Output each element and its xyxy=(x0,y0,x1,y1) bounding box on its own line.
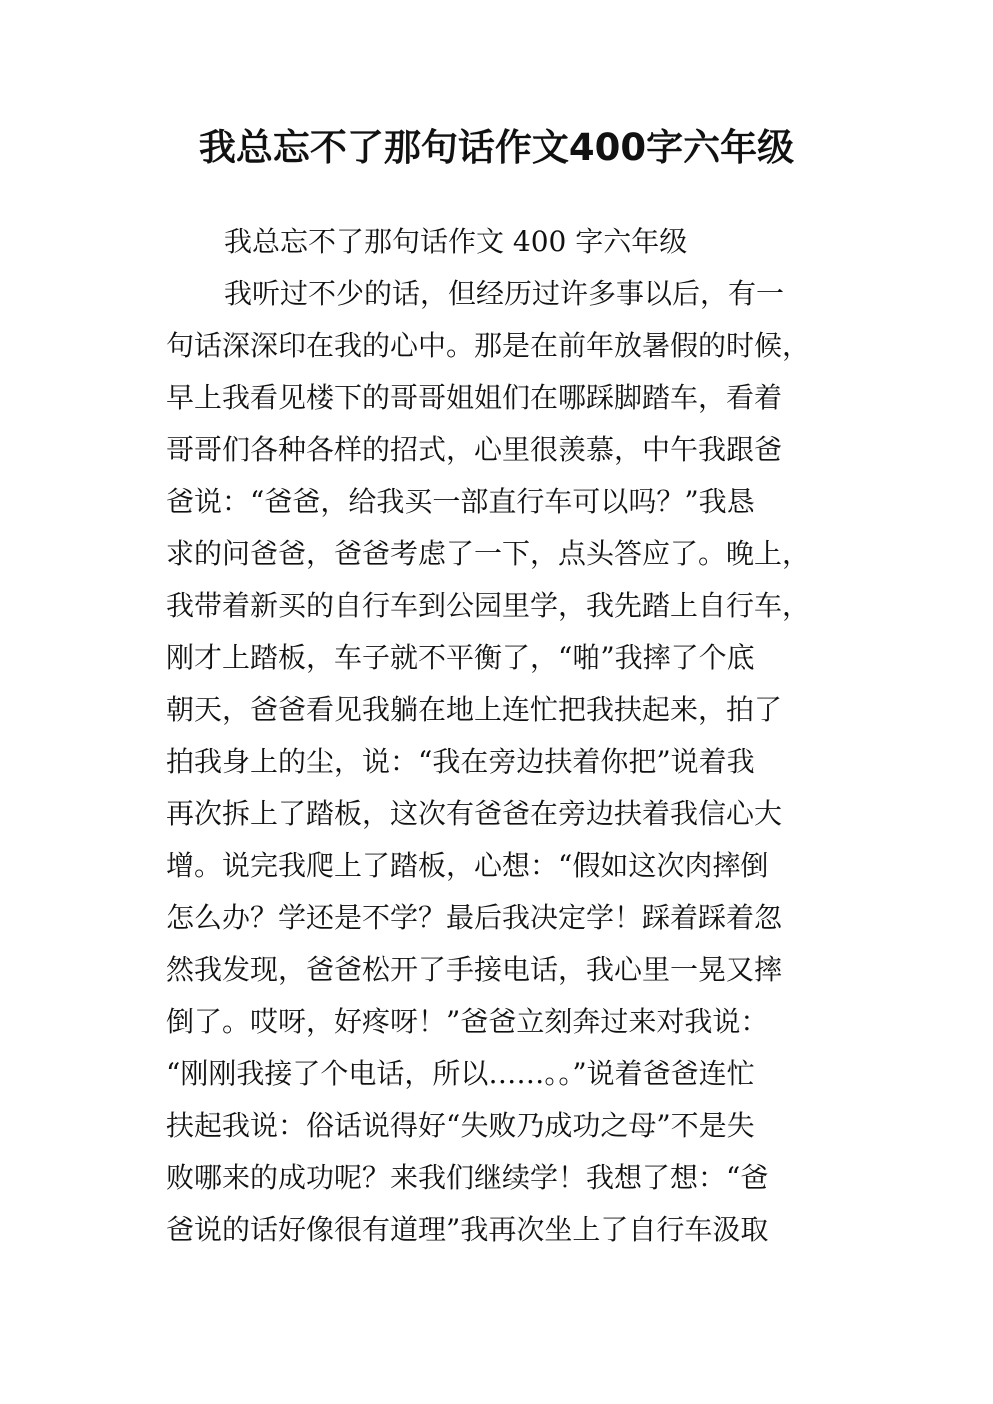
body-line: 然我发现，爸爸松开了手接电话，我心里一晃又摔 xyxy=(166,953,783,986)
body-line: 扶起我说：俗话说得好“失败乃成功之母”不是失 xyxy=(166,1109,755,1142)
body-line: 我听过不少的话，但经历过许多事以后，有一 xyxy=(224,277,785,310)
body-line: 早上我看见楼下的哥哥姐姐们在哪踩脚踏车，看着 xyxy=(166,381,783,414)
body-line: 怎么办？学还是不学？最后我决定学！踩着踩着忽 xyxy=(166,901,783,934)
body-line: 增。说完我爬上了踏板，心想：“假如这次肉摔倒 xyxy=(166,849,769,882)
body-line: 求的问爸爸，爸爸考虑了一下，点头答应了。晚上， xyxy=(166,537,811,570)
body-line: 拍我身上的尘，说：“我在旁边扶着你把”说着我 xyxy=(166,745,755,778)
body-line: “刚刚我接了个电话，所以……。。”说着爸爸连忙 xyxy=(166,1057,755,1090)
body-line: 刚才上踏板，车子就不平衡了，“啪”我摔了个底 xyxy=(166,641,755,674)
body-line: 朝天，爸爸看见我躺在地上连忙把我扶起来，拍了 xyxy=(166,693,783,726)
document-body xyxy=(166,216,834,1256)
body-line: 我带着新买的自行车到公园里学，我先踏上自行车， xyxy=(166,589,811,622)
document-title: 我总忘不了那句话作文400字六年级 xyxy=(198,126,795,169)
body-line: 爸说的话好像很有道理”我再次坐上了自行车汲取 xyxy=(166,1213,769,1246)
body-subtitle-line: 我总忘不了那句话作文 400 字六年级 xyxy=(224,225,688,258)
body-line: 句话深深印在我的心中。那是在前年放暑假的时候， xyxy=(166,329,811,362)
body-line: 倒了。哎呀，好疼呀！”爸爸立刻奔过来对我说： xyxy=(166,1005,769,1038)
body-line: 哥哥们各种各样的招式，心里很羡慕，中午我跟爸 xyxy=(166,433,783,466)
body-line: 败哪来的成功呢？来我们继续学！我想了想：“爸 xyxy=(166,1161,769,1194)
body-line: 爸说：“爸爸，给我买一部直行车可以吗？”我恳 xyxy=(166,485,755,518)
body-line: 再次拆上了踏板，这次有爸爸在旁边扶着我信心大 xyxy=(166,797,783,830)
